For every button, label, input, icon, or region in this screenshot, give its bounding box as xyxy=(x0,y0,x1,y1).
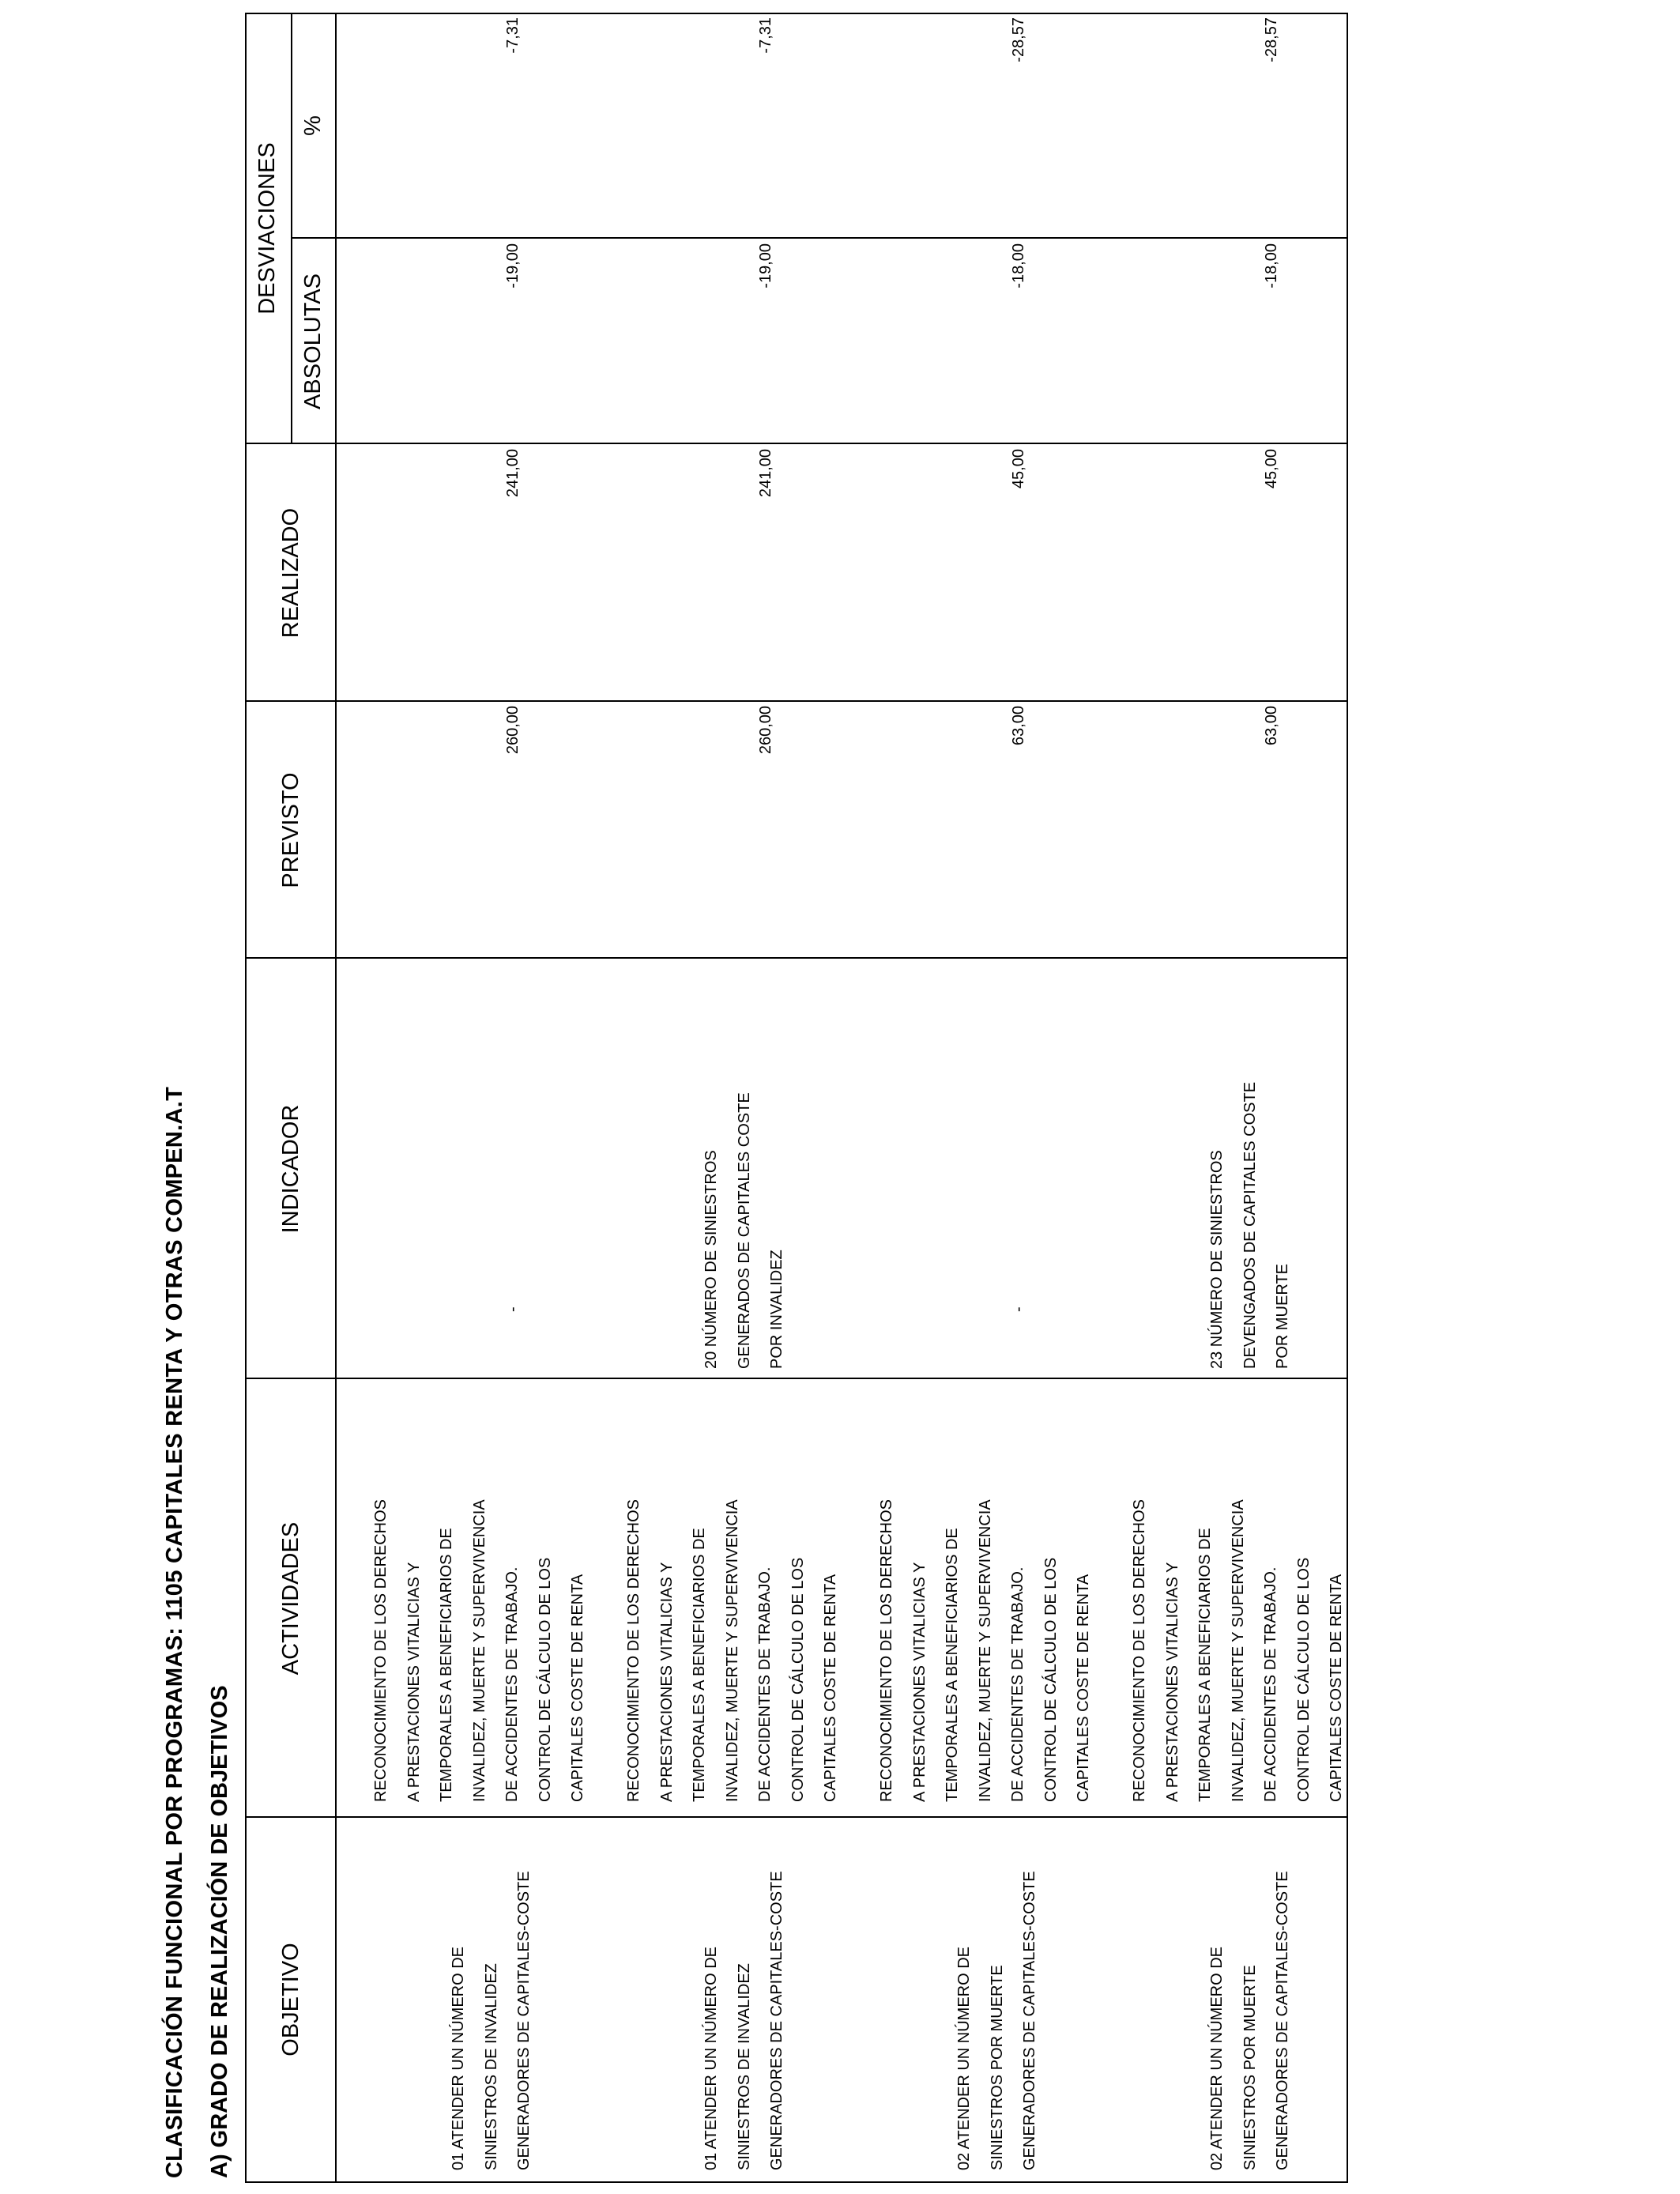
actividades-line: CAPITALES COSTE DE RENTA xyxy=(569,1574,586,1802)
header-desviaciones: DESVIACIONES xyxy=(254,142,280,315)
actividades-line: DE ACCIDENTES DE TRABAJO. xyxy=(756,1566,774,1802)
objetivo-line: GENERADORES DE CAPITALES-COSTE xyxy=(1274,1871,1291,2170)
actividades-line: CAPITALES COSTE DE RENTA xyxy=(822,1574,839,1802)
indicador-cell xyxy=(1201,1082,1300,1369)
actividades-line: INVALIDEZ, MUERTE Y SUPERVIVENCIA xyxy=(470,1499,488,1802)
actividades-line: CONTROL DE CÁLCULO DE LOS xyxy=(789,1557,807,1802)
objectives-table xyxy=(245,13,1348,2183)
objetivo-line: 02 ATENDER UN NÚMERO DE xyxy=(955,1946,973,2170)
indicador-line: 23 NÚMERO DE SINIESTROS xyxy=(1208,1150,1226,1369)
objetivo-line: SINIESTROS POR MUERTE xyxy=(1241,1965,1259,2170)
previsto-value: 63,00 xyxy=(1263,706,1280,746)
actividades-line: INVALIDEZ, MUERTE Y SUPERVIVENCIA xyxy=(976,1499,994,1802)
column-divider xyxy=(247,700,1347,702)
actividades-line: INVALIDEZ, MUERTE Y SUPERVIVENCIA xyxy=(1229,1499,1247,1802)
actividades-line: CONTROL DE CÁLCULO DE LOS xyxy=(1294,1557,1313,1802)
actividades-line: TEMPORALES A BENEFICIARIOS DE xyxy=(1196,1528,1214,1802)
indicador-line: GENERADOS DE CAPITALES COSTE xyxy=(735,1092,753,1369)
indicador-line: DEVENGADOS DE CAPITALES COSTE xyxy=(1241,1081,1259,1369)
objetivo-line: SINIESTROS DE INVALIDEZ xyxy=(735,1963,753,2170)
indicador-cell: - xyxy=(504,1306,522,1312)
indicador-line: POR INVALIDEZ xyxy=(768,1250,785,1369)
objetivo-line: SINIESTROS POR MUERTE xyxy=(988,1965,1006,2170)
header-absolutas: ABSOLUTAS xyxy=(300,273,326,409)
header-indicador: INDICADOR xyxy=(278,1104,303,1234)
actividades-line: DE ACCIDENTES DE TRABAJO. xyxy=(1262,1566,1279,1802)
header-divider xyxy=(291,13,292,444)
pct-value: -7,31 xyxy=(504,17,522,54)
objetivo-line: SINIESTROS DE INVALIDEZ xyxy=(482,1963,500,2170)
header-previsto: PREVISTO xyxy=(278,772,303,888)
actividades-line: RECONOCIMIENTO DE LOS DERECHOS xyxy=(1131,1498,1148,1802)
actividades-line: DE ACCIDENTES DE TRABAJO. xyxy=(1009,1566,1026,1802)
actividades-line: A PRESTACIONES VITALICIAS Y xyxy=(1163,1562,1181,1802)
actividades-line: RECONOCIMIENTO DE LOS DERECHOS xyxy=(372,1498,390,1802)
actividades-line: TEMPORALES A BENEFICIARIOS DE xyxy=(438,1528,455,1802)
actividades-line: DE ACCIDENTES DE TRABAJO. xyxy=(503,1566,521,1802)
header-objetivo: OBJETIVO xyxy=(278,1943,303,2056)
realizado-value: 45,00 xyxy=(1263,449,1280,489)
objetivo-line: 02 ATENDER UN NÚMERO DE xyxy=(1208,1946,1226,2170)
previsto-value: 260,00 xyxy=(757,706,774,755)
absolutas-value: -18,00 xyxy=(1263,243,1280,288)
objetivo-line: 01 ATENDER UN NÚMERO DE xyxy=(450,1946,467,2170)
previsto-value: 63,00 xyxy=(1010,706,1027,746)
actividades-line: TEMPORALES A BENEFICIARIOS DE xyxy=(691,1528,708,1802)
objetivo-line: GENERADORES DE CAPITALES-COSTE xyxy=(1021,1871,1038,2170)
column-divider xyxy=(247,1816,1347,1818)
objetivo-line: GENERADORES DE CAPITALES-COSTE xyxy=(515,1871,533,2170)
indicador-cell xyxy=(695,1092,794,1369)
objetivo-cell xyxy=(1201,1871,1300,2170)
pct-value: -7,31 xyxy=(757,17,774,54)
objetivo-cell xyxy=(443,1871,541,2170)
pct-value: -28,57 xyxy=(1263,17,1280,62)
pct-value: -28,57 xyxy=(1010,17,1027,62)
actividades-line: A PRESTACIONES VITALICIAS Y xyxy=(910,1562,929,1802)
actividades-line: A PRESTACIONES VITALICIAS Y xyxy=(405,1562,423,1802)
indicador-line: POR MUERTE xyxy=(1274,1264,1291,1369)
actividades-line: TEMPORALES A BENEFICIARIOS DE xyxy=(944,1528,961,1802)
objetivo-cell xyxy=(695,1871,794,2170)
actividades-cell xyxy=(1124,1499,1354,1802)
actividades-cell xyxy=(871,1499,1101,1802)
actividades-line: CAPITALES COSTE DE RENTA xyxy=(1328,1574,1345,1802)
actividades-line: CONTROL DE CÁLCULO DE LOS xyxy=(1042,1557,1060,1802)
actividades-cell xyxy=(618,1499,848,1802)
actividades-cell xyxy=(365,1499,595,1802)
actividades-line: CAPITALES COSTE DE RENTA xyxy=(1075,1574,1092,1802)
absolutas-value: -19,00 xyxy=(757,243,774,288)
indicador-line: 20 NÚMERO DE SINIESTROS xyxy=(703,1150,720,1369)
header-pct: % xyxy=(300,115,326,136)
realizado-value: 241,00 xyxy=(757,449,774,498)
absolutas-value: -19,00 xyxy=(504,243,522,288)
actividades-line: RECONOCIMIENTO DE LOS DERECHOS xyxy=(878,1498,895,1802)
actividades-line: CONTROL DE CÁLCULO DE LOS xyxy=(536,1557,554,1802)
header-actividades: ACTIVIDADES xyxy=(278,1521,303,1676)
previsto-value: 260,00 xyxy=(504,706,522,755)
objetivo-line: 01 ATENDER UN NÚMERO DE xyxy=(703,1946,720,2170)
actividades-line: INVALIDEZ, MUERTE Y SUPERVIVENCIA xyxy=(723,1499,741,1802)
actividades-line: RECONOCIMIENTO DE LOS DERECHOS xyxy=(625,1498,642,1802)
document-title: CLASIFICACIÓN FUNCIONAL POR PROGRAMAS: 1105 CAPITALES RENTA Y OTRAS COMPEN.A.T xyxy=(162,1086,187,2178)
section-subtitle: A) GRADO DE REALIZACIÓN DE OBJETIVOS xyxy=(207,1685,232,2178)
objetivo-cell xyxy=(948,1871,1047,2170)
header-bottom-line xyxy=(335,13,337,2181)
header-realizado: REALIZADO xyxy=(278,507,303,639)
column-divider xyxy=(247,443,1347,444)
realizado-value: 45,00 xyxy=(1010,449,1027,489)
absolutas-value: -18,00 xyxy=(1010,243,1027,288)
realizado-value: 241,00 xyxy=(504,449,522,498)
actividades-line: A PRESTACIONES VITALICIAS Y xyxy=(657,1562,676,1802)
column-divider xyxy=(291,237,1347,239)
column-divider xyxy=(247,957,1347,959)
column-divider xyxy=(247,1378,1347,1379)
objetivo-line: GENERADORES DE CAPITALES-COSTE xyxy=(768,1871,785,2170)
indicador-cell: - xyxy=(1010,1306,1027,1312)
